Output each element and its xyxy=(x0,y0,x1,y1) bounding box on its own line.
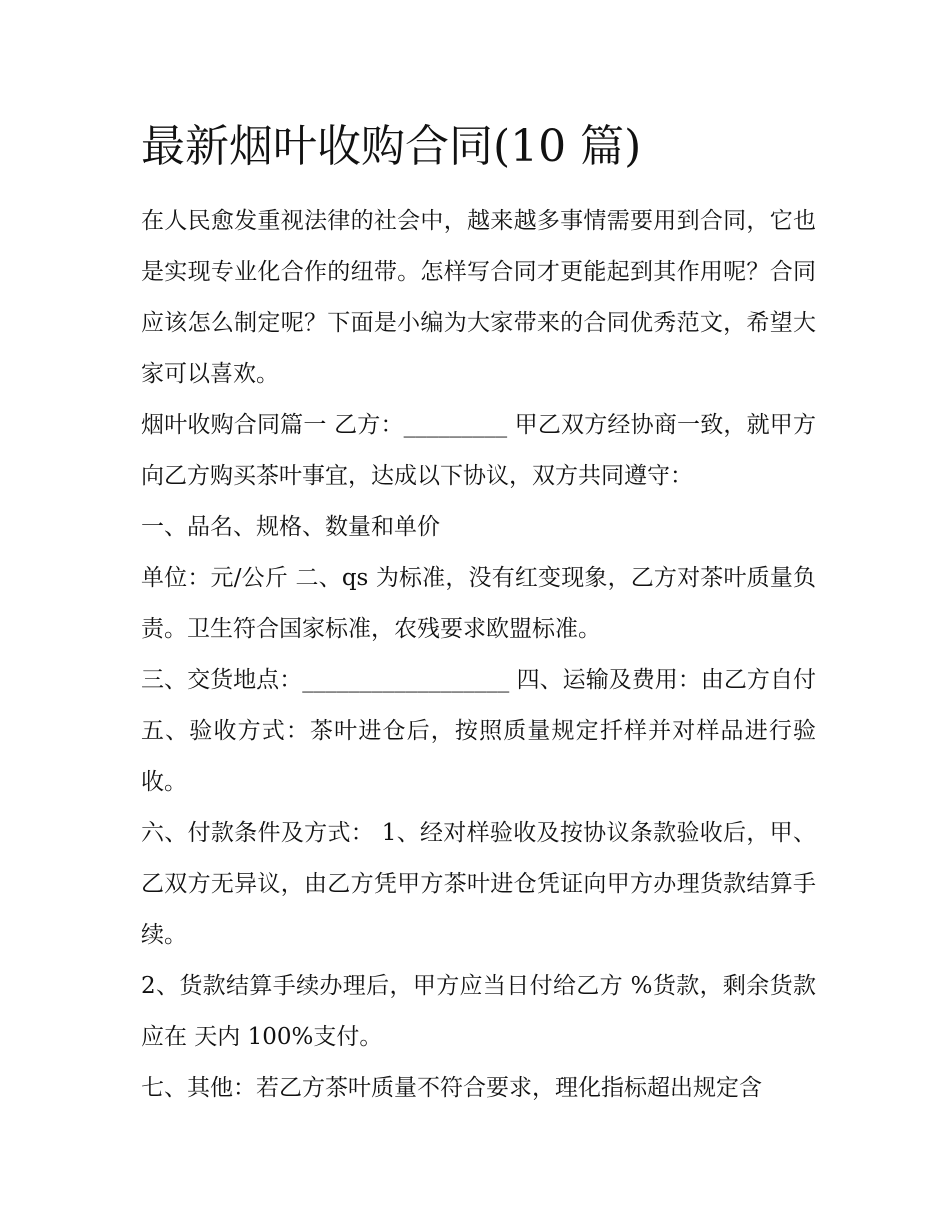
paragraph-unit-quality: 单位：元/公斤 二、qs 为标准，没有红变现象，乙方对茶叶质量负责。卫生符合国家标准，农残要求欧盟标准。 xyxy=(141,565,816,642)
paragraph-payment-2: 2、货款结算手续办理后，甲方应当日付给乙方 %货款，剩余货款应在 天内 100%支付。 xyxy=(141,973,816,1050)
document-title: 最新烟叶收购合同(10 篇) xyxy=(141,121,642,172)
paragraph-delivery: 三、交货地点：__________________ 四、运输及费用：由乙方自付 五、验收方式：茶叶进仓后，按照质量规定扦样并对样品进行验收。 xyxy=(141,667,816,795)
paragraph-payment-1: 六、付款条件及方式： 1、经对样验收及按协议条款验收后，甲、乙双方无异议，由乙方凭甲方茶叶进仓凭证向甲方办理货款结算手续。 xyxy=(141,820,816,948)
paragraph-other: 七、其他：若乙方茶叶质量不符合要求，理化指标超出规定含 xyxy=(141,1075,762,1101)
paragraph-contract-opening: 烟叶收购合同篇一 乙方：_________ 甲乙双方经协商一致，就甲方向乙方购买茶叶事宜，达成以下协议，双方共同遵守： xyxy=(141,412,816,489)
document-body xyxy=(141,112,816,1114)
paragraph-section-1: 一、品名、规格、数量和单价 xyxy=(141,514,440,540)
paragraph-intro: 在人民愈发重视法律的社会中，越来越多事情需要用到合同，它也是实现专业化合作的纽带。怎样写合同才更能起到其作用呢？合同应该怎么制定呢？下面是小编为大家带来的合同优秀范文，希望大家可以喜欢。 xyxy=(141,208,816,387)
